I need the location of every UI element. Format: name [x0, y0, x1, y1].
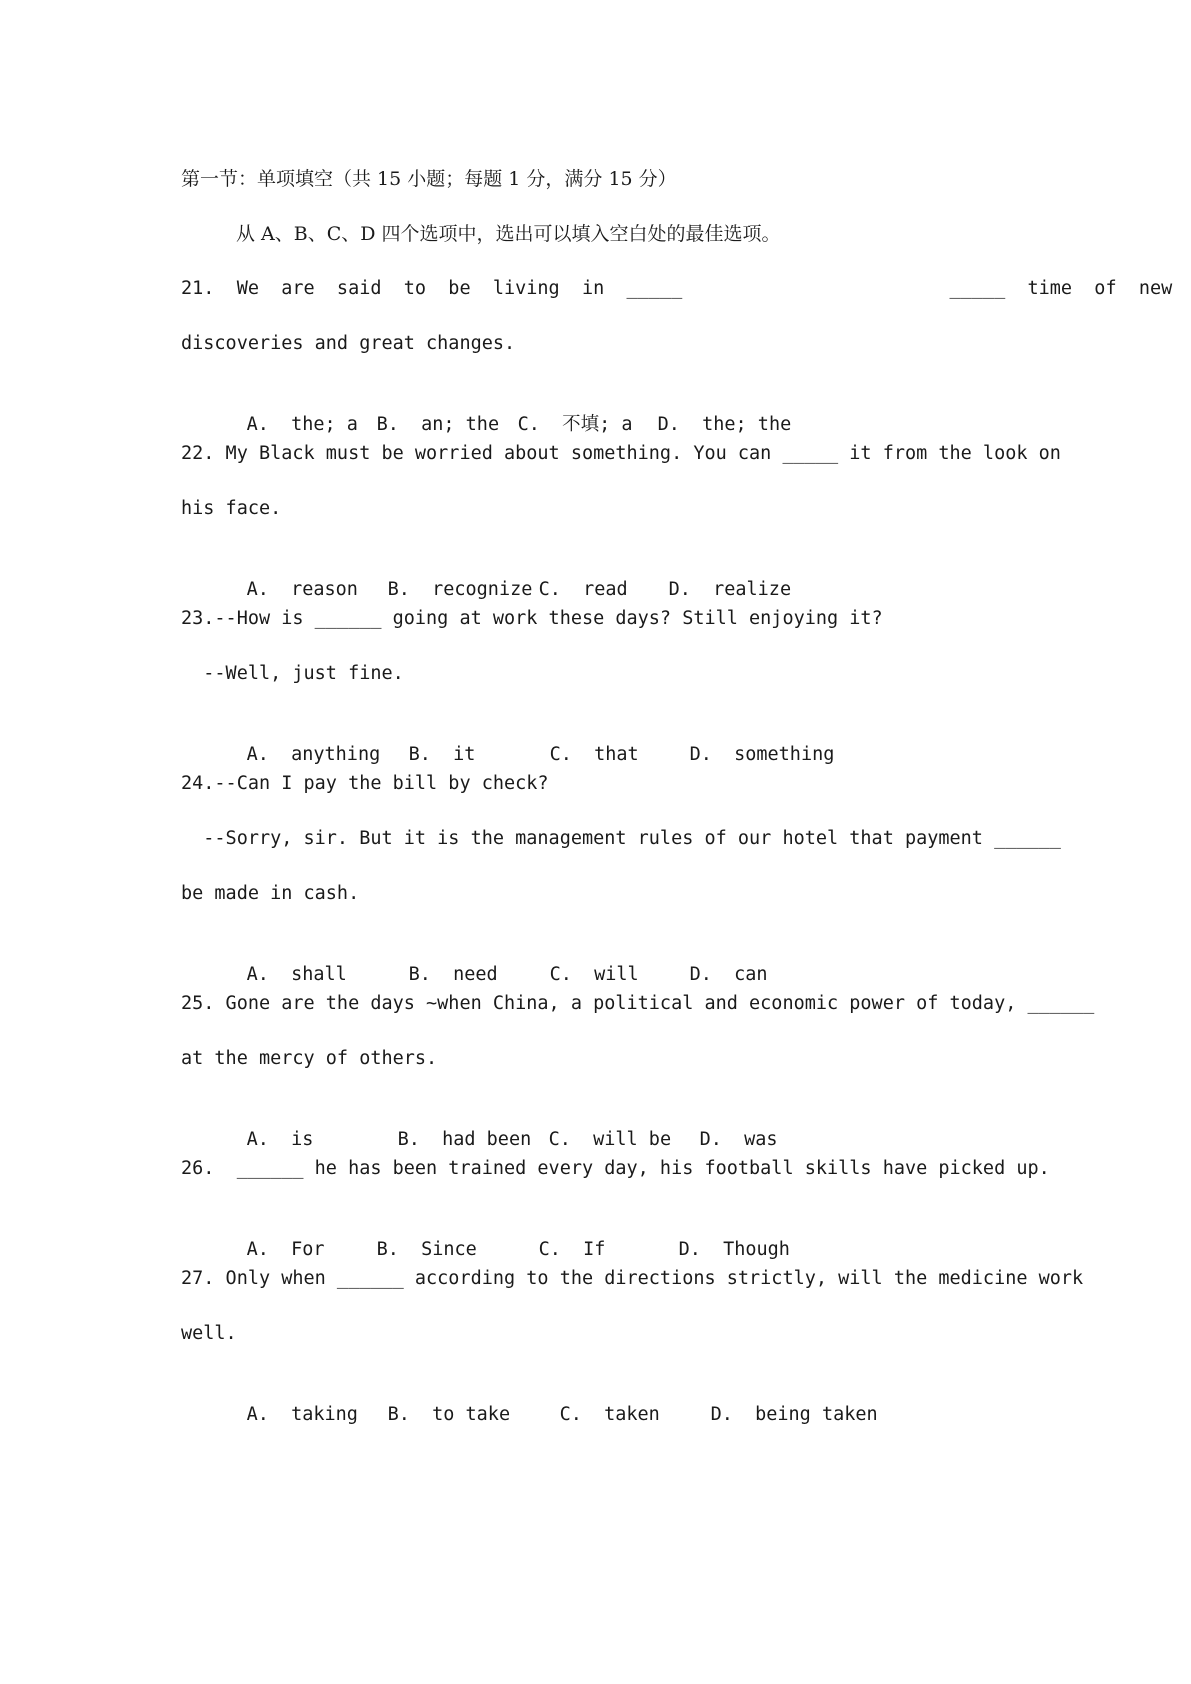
option-c: C. that: [549, 744, 639, 765]
option-a: A. shall: [246, 964, 347, 985]
question-stem-line: well.: [181, 1323, 237, 1344]
options-row: [202, 1376, 1038, 1454]
question-stem-line: discoveries and great changes.: [181, 333, 516, 354]
question-stem-line: 24.--Can I pay the bill by check?: [181, 773, 549, 794]
option-b: B. Since: [376, 1239, 477, 1260]
question-stem-line: 23.--How is ______ going at work these days? Still enjoying it?: [181, 608, 883, 629]
section-heading: 第一节：单项填空（共 15 小题；每题 1 分，满分 15 分）: [181, 168, 677, 190]
option-a: A. taking: [246, 1404, 358, 1425]
option-b: B. had been: [397, 1129, 532, 1150]
option-c: C. If: [538, 1239, 606, 1260]
option-a: A. reason: [246, 579, 358, 600]
option-d: D. was: [699, 1129, 778, 1150]
option-a: A. anything: [246, 744, 381, 765]
option-d: D. can: [689, 964, 768, 985]
option-d: D. realize: [668, 579, 792, 600]
option-a: A. For: [246, 1239, 325, 1260]
section-instruction: 从 A、B、C、D 四个选项中，选出可以填入空白处的最佳选项。: [236, 223, 781, 245]
question-stem-line: 21. We are said to be living in _____ _____ time of new: [181, 278, 1173, 299]
option-b: B. need: [408, 964, 498, 985]
question-stem-line: be made in cash.: [181, 883, 360, 904]
option-b: B. it: [408, 744, 476, 765]
option-a: A. the; a: [246, 414, 358, 435]
option-c: C. read: [538, 579, 628, 600]
option-c: C. will: [549, 964, 639, 985]
question-stem-line: his face.: [181, 498, 282, 519]
option-b: B. an; the: [376, 414, 500, 435]
option-c: C. taken: [559, 1404, 660, 1425]
question-stem-line: at the mercy of others.: [181, 1048, 438, 1069]
option-c: C. will be: [548, 1129, 672, 1150]
question-stem-line: 27. Only when ______ according to the directions strictly, will the medicine work: [181, 1268, 1084, 1289]
option-b: B. recognize: [387, 579, 533, 600]
option-d: D. Though: [678, 1239, 790, 1260]
option-d: D. being taken: [710, 1404, 878, 1425]
question-stem-line: --Sorry, sir. But it is the management rules of our hotel that payment ______: [181, 828, 1061, 849]
question-stem-line: 22. My Black must be worried about something. You can _____ it from the look on: [181, 443, 1061, 464]
option-d: D. the; the: [657, 414, 792, 435]
option-a: A. is: [246, 1129, 314, 1150]
question-stem-line: --Well, just fine.: [181, 663, 404, 684]
question-stem-line: 26. ______ he has been trained every day, his football skills have picked up.: [181, 1158, 1050, 1179]
option-b: B. to take: [387, 1404, 511, 1425]
option-d: D. something: [689, 744, 835, 765]
option-c: C. 不填; a: [517, 414, 633, 435]
question-stem-line: 25. Gone are the days ~when China, a political and economic power of today, ______: [181, 993, 1095, 1014]
